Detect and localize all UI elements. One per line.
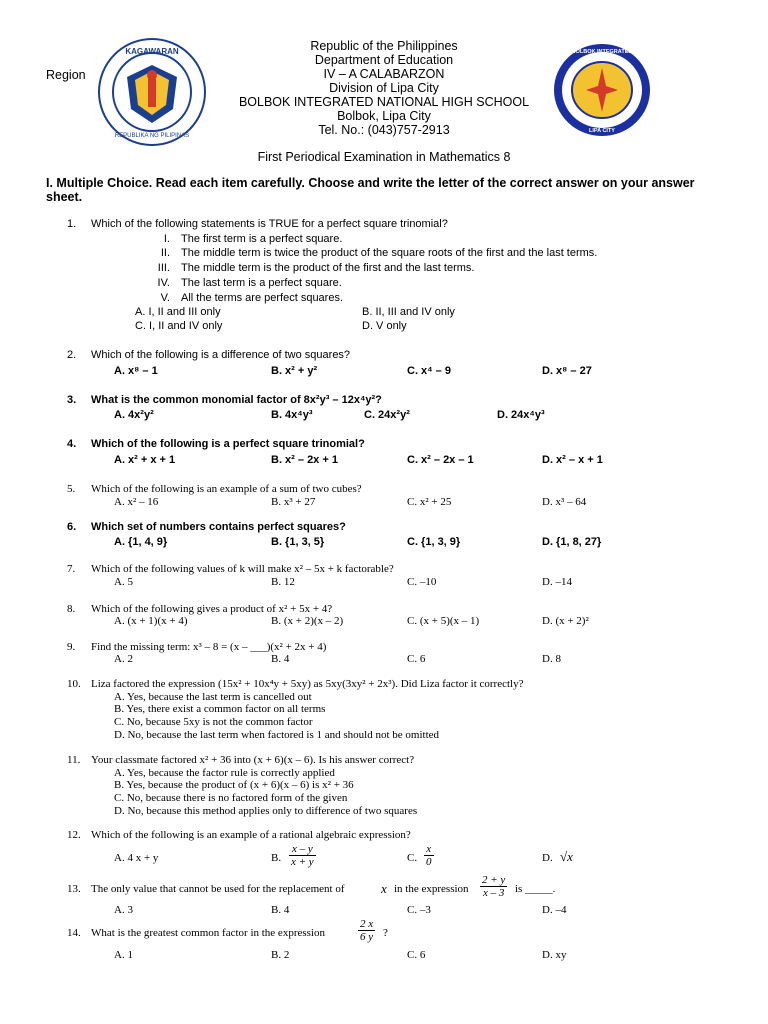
q10-text: Liza factored the expression (15x² + 10x⁴y + 5xy) as 5xy(3xy² + 2x³). Did Liza factor it correctly? — [91, 678, 524, 690]
q4-text: Which of the following is a perfect square trinomial? — [91, 438, 365, 450]
q5-choice-c: C. x² + 25 — [407, 496, 452, 508]
q4-choice-b: B. x² – 2x + 1 — [271, 454, 338, 466]
q4-number: 4. — [67, 438, 77, 450]
header-telephone: Tel. No.: (043)757-2913 — [318, 123, 450, 137]
q8-choice-c: C. (x + 5)(x – 1) — [407, 615, 480, 627]
q7-number: 7. — [67, 563, 76, 575]
q14-text-before: What is the greatest common factor in the expression — [91, 927, 325, 939]
q8-number: 8. — [67, 603, 76, 615]
q13-text-mid: in the expression — [394, 883, 469, 895]
instructions: I. Multiple Choice. Read each item carefully. Choose and write the letter of the correct answer on your answer sheet. — [46, 176, 695, 204]
q3-choice-d: D. 24x⁴y³ — [497, 409, 545, 421]
q11-choice-c: C. No, because there is no factored form of the given — [114, 792, 348, 804]
q1-statement-2-num: II. — [160, 247, 170, 259]
q1-statement-1: The first term is a perfect square. — [181, 233, 343, 245]
q13-denominator: x – 3 — [482, 887, 505, 899]
q8-choice-d: D. (x + 2)² — [542, 615, 589, 627]
q13-expression-fraction — [480, 874, 507, 899]
q12-c-denominator: 0 — [426, 856, 432, 868]
q9-number: 9. — [67, 641, 76, 653]
q2-number: 2. — [67, 349, 77, 361]
q4-choice-d: D. x² – x + 1 — [542, 454, 603, 466]
q11-choice-d: D. No, because this method applies only to difference of two squares — [114, 805, 418, 817]
q4-choice-a: A. x² + x + 1 — [114, 454, 176, 466]
svg-text:KAGAWARAN: KAGAWARAN — [125, 47, 179, 56]
svg-text:LIPA CITY: LIPA CITY — [589, 128, 615, 134]
q1-statement-1-num: I. — [163, 233, 170, 245]
q7-text: Which of the following values of k will make x² – 5x + k factorable? — [91, 563, 394, 575]
q12-b-numerator: x – y — [289, 843, 316, 856]
q13-choice-c: C. –3 — [407, 904, 431, 916]
q14-choice-d: D. xy — [542, 949, 567, 961]
q12-choice-b-label: B. — [271, 852, 282, 864]
svg-text:REPUBLIKA NG PILIPINAS: REPUBLIKA NG PILIPINAS — [114, 133, 190, 139]
q3-choice-a: A. 4x²y² — [114, 409, 154, 421]
q3-choice-c: C. 24x²y² — [364, 409, 410, 421]
q13-choice-d: D. –4 — [542, 904, 567, 916]
header-region: IV – A CALABARZON — [323, 67, 445, 81]
q11-number: 11. — [67, 754, 81, 766]
q14-denominator: 6 y — [360, 931, 374, 943]
q7-choice-c: C. –10 — [407, 576, 437, 588]
q12-c-numerator: x — [424, 843, 434, 856]
q6-choice-a: A. {1, 4, 9} — [114, 536, 168, 548]
q1-text: Which of the following statements is TRUE for a perfect square trinomial? — [91, 218, 448, 230]
q12-text: Which of the following is an example of a rational algebraic expression? — [91, 829, 411, 841]
q14-choice-a: A. 1 — [114, 949, 133, 961]
q5-text: Which of the following is an example of a sum of two cubes? — [91, 483, 362, 495]
q3-text: What is the common monomial factor of 8x²y³ – 12x⁴y²? — [91, 394, 382, 406]
q8-choice-a: A. (x + 1)(x + 4) — [114, 615, 188, 627]
q9-choice-d: D. 8 — [542, 653, 561, 665]
q10-choice-d: D. No, because the last term when factored is 1 and should not be omitted — [114, 729, 440, 741]
q1-statement-2: The middle term is twice the product of the square roots of the first and the last terms. — [181, 247, 598, 259]
q1-choice-b: B. II, III and IV only — [362, 306, 455, 318]
q13-choice-b: B. 4 — [271, 904, 290, 916]
q1-number: 1. — [67, 218, 77, 230]
q12-choice-d-label: D. — [542, 852, 553, 864]
header-address: Bolbok, Lipa City — [337, 109, 431, 123]
q10-choice-a: A. Yes, because the last term is cancelled out — [114, 691, 312, 703]
q13-variable: x — [381, 881, 387, 896]
q2-choice-a: A. x⁸ – 1 — [114, 365, 158, 377]
q5-choice-b: B. x³ + 27 — [271, 496, 316, 508]
q1-choice-d: D. V only — [362, 320, 407, 332]
q14-text-after: ? — [383, 927, 388, 939]
q10-choice-c: C. No, because 5xy is not the common factor — [114, 716, 313, 728]
q12-number: 12. — [67, 829, 81, 841]
q2-choice-d: D. x⁸ – 27 — [542, 365, 592, 377]
q3-number: 3. — [67, 394, 77, 406]
q13-text-before: The only value that cannot be used for the replacement of — [91, 883, 345, 895]
q7-choice-a: A. 5 — [114, 576, 133, 588]
q1-statement-3: The middle term is the product of the first and the last terms. — [181, 262, 475, 274]
q14-numerator: 2 x — [360, 918, 374, 930]
header-republic: Republic of the Philippines — [310, 39, 458, 53]
q10-number: 10. — [67, 678, 81, 690]
q11-choice-a: A. Yes, because the factor rule is correctly applied — [114, 767, 335, 779]
q2-choice-c: C. x⁴ – 9 — [407, 365, 451, 377]
q13-numerator: 2 + y — [482, 874, 506, 886]
header-division: Division of Lipa City — [329, 81, 439, 95]
q9-choice-b: B. 4 — [271, 653, 290, 665]
q9-text: Find the missing term: x³ – 8 = (x – ___)(x² + 2x + 4) — [91, 641, 327, 653]
svg-text:BOLBOK INTEGRATED: BOLBOK INTEGRATED — [571, 49, 633, 55]
q7-choice-d: D. –14 — [542, 576, 572, 588]
q13-choice-a: A. 3 — [114, 904, 133, 916]
q5-choice-d: D. x³ – 64 — [542, 496, 587, 508]
q1-statement-4-num: IV. — [157, 277, 170, 289]
q4-choice-c: C. x² – 2x – 1 — [407, 454, 474, 466]
q12-choice-b-fraction — [289, 843, 316, 868]
q6-number: 6. — [67, 521, 77, 533]
q1-statement-5-num: V. — [160, 292, 170, 304]
q6-choice-b: B. {1, 3, 5} — [271, 536, 325, 548]
q5-choice-a: A. x² – 16 — [114, 496, 159, 508]
q11-text: Your classmate factored x² + 36 into (x + 6)(x – 6). Is his answer correct? — [91, 754, 415, 766]
q13-text-after: is _____. — [515, 883, 556, 895]
q12-choice-d-sqrt: √x — [560, 849, 573, 864]
q6-choice-d: D. {1, 8, 27} — [542, 536, 602, 548]
region-label: Region — [46, 68, 86, 82]
q7-choice-b: B. 12 — [271, 576, 295, 588]
exam-title: First Periodical Examination in Mathematics 8 — [257, 150, 511, 164]
q14-number: 14. — [67, 927, 81, 939]
q12-b-denominator: x + y — [291, 856, 314, 868]
q5-number: 5. — [67, 483, 76, 495]
q13-number: 13. — [67, 883, 81, 895]
q14-choice-b: B. 2 — [271, 949, 290, 961]
q8-choice-b: B. (x + 2)(x – 2) — [271, 615, 344, 627]
q12-choice-a: A. 4 x + y — [114, 852, 159, 864]
q2-text: Which of the following is a difference of two squares? — [91, 349, 351, 361]
q9-choice-c: C. 6 — [407, 653, 426, 665]
q12-choice-c-fraction — [424, 843, 434, 868]
q2-choice-b: B. x² + y² — [271, 365, 318, 377]
q1-choice-c: C. I, II and IV only — [135, 320, 223, 332]
q6-choice-c: C. {1, 3, 9} — [407, 536, 461, 548]
q10-choice-b: B. Yes, there exist a common factor on all terms — [114, 703, 326, 715]
q6-text: Which set of numbers contains perfect squares? — [91, 521, 346, 533]
q1-statement-4: The last term is a perfect square. — [181, 277, 342, 289]
q8-text: Which of the following gives a product of x² + 5x + 4? — [91, 603, 333, 615]
q1-statement-5: All the terms are perfect squares. — [181, 292, 344, 304]
q12-choice-c-label: C. — [407, 852, 418, 864]
header-school: BOLBOK INTEGRATED NATIONAL HIGH SCHOOL — [238, 95, 530, 109]
q1-statement-3-num: III. — [157, 262, 170, 274]
q11-choice-b: B. Yes, because the product of (x + 6)(x – 6) is x² + 36 — [114, 779, 354, 791]
q14-choice-c: C. 6 — [407, 949, 426, 961]
q14-expression-fraction — [358, 918, 375, 943]
q9-choice-a: A. 2 — [114, 653, 133, 665]
header-deped: Department of Education — [314, 53, 454, 67]
q1-choice-a: A. I, II and III only — [135, 306, 221, 318]
q3-choice-b: B. 4x⁴y³ — [271, 409, 313, 421]
